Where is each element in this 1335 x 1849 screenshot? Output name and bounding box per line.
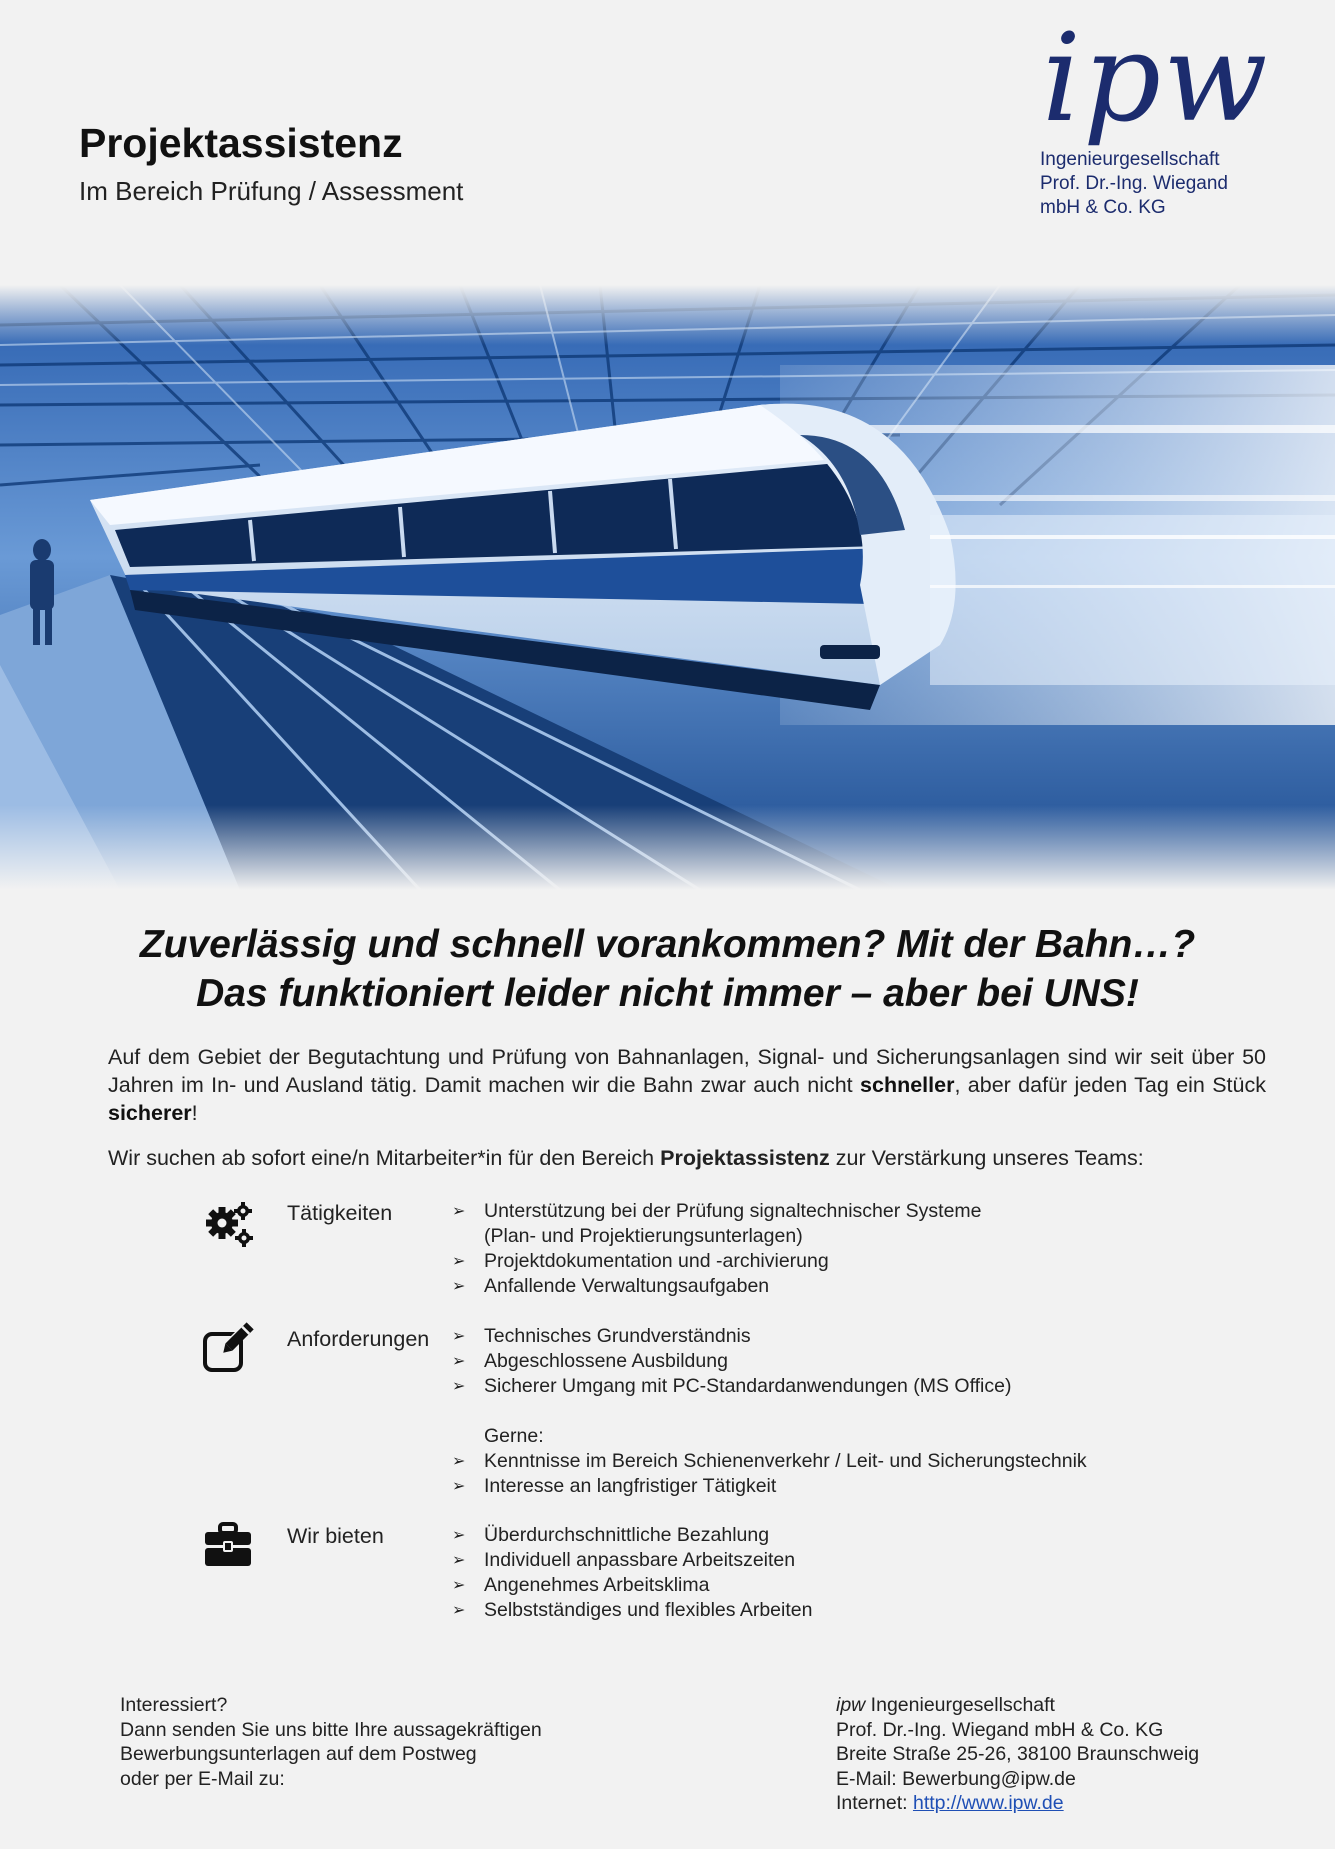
offer-list bbox=[452, 1523, 812, 1623]
intro-text-3: ! bbox=[191, 1101, 198, 1125]
arrow-bullet-icon: ➢ bbox=[452, 1278, 466, 1295]
list-item: ➢ Abgeschlossene Ausbildung bbox=[452, 1350, 728, 1372]
list-item: ➢ Sicherer Umgang mit PC-Standardanwendungen (MS Office) bbox=[452, 1375, 1012, 1397]
intro-bold-faster: schneller bbox=[860, 1073, 955, 1097]
section-label-offer: Wir bieten bbox=[287, 1524, 384, 1548]
contact-company: ipw Ingenieurgesellschaft bbox=[836, 1694, 1055, 1716]
arrow-bullet-icon: ➢ bbox=[452, 1527, 466, 1544]
footer-left-line-4: oder per E-Mail zu: bbox=[120, 1767, 285, 1790]
gears-icon bbox=[200, 1198, 256, 1254]
intro-text-1: Auf dem Gebiet der Begutachtung und Prüfung von Bahnanlagen, Signal- und Sicherungsanlagen sind wir seit über 50 Jahren im In- und Ausland tätig. Damit machen wir die Bahn zwar auch nicht bbox=[108, 1045, 1266, 1097]
logo-line-1: Ingenieurgesellschaft bbox=[1040, 149, 1220, 170]
arrow-bullet-icon: ➢ bbox=[452, 1378, 466, 1395]
contact-company-italic: ipw bbox=[836, 1694, 866, 1716]
list-item: (Plan- und Projektierungsunterlagen) bbox=[484, 1225, 803, 1247]
website-link[interactable]: http://www.ipw.de bbox=[912, 1792, 1064, 1814]
job-title: Projektassistenz bbox=[79, 120, 403, 166]
footer-left-line-3: Bewerbungsunterlagen auf dem Postweg bbox=[120, 1743, 477, 1765]
section-label-duties: Tätigkeiten bbox=[287, 1201, 393, 1225]
contact-email[interactable]: E-Mail: Bewerbung@ipw.de bbox=[836, 1767, 1076, 1790]
list-item: ➢ Anfallende Verwaltungsaufgaben bbox=[452, 1275, 770, 1297]
arrow-bullet-icon: ➢ bbox=[452, 1577, 466, 1594]
application-call bbox=[120, 1693, 542, 1791]
logo-line-2: Prof. Dr.-Ing. Wiegand bbox=[1040, 173, 1228, 194]
list-item: ➢ Projektdokumentation und -archivierung bbox=[452, 1250, 829, 1272]
requirements-list bbox=[452, 1324, 1087, 1499]
search-sentence bbox=[108, 1146, 1144, 1171]
footer-left-line-1: Interessiert? bbox=[120, 1694, 228, 1716]
arrow-bullet-icon: ➢ bbox=[452, 1453, 466, 1470]
list-item: ➢ Technisches Grundverständnis bbox=[452, 1325, 751, 1347]
list-item: ➢ Kenntnisse im Bereich Schienenverkehr / Leit- und Sicherungstechnik bbox=[452, 1450, 1087, 1472]
intro-paragraph bbox=[108, 1043, 1266, 1127]
list-item: ➢ Individuell anpassbare Arbeitszeiten bbox=[452, 1549, 796, 1571]
headline-line-1: Zuverlässig und schnell vorankommen? Mit der Bahn…? bbox=[139, 923, 1196, 966]
intro-text-2: , aber dafür jeden Tag ein Stück bbox=[954, 1073, 1266, 1097]
headline bbox=[0, 920, 1335, 1018]
search-text-before: Wir suchen ab sofort eine/n Mitarbeiter*in für den Bereich bbox=[108, 1146, 661, 1170]
list-item: ➢ Überdurchschnittliche Bezahlung bbox=[452, 1524, 770, 1546]
contact-street: Breite Straße 25-26, 38100 Braunschweig bbox=[836, 1743, 1200, 1765]
search-text-after: zur Verstärkung unseres Teams: bbox=[829, 1146, 1144, 1170]
hero-train-image bbox=[0, 285, 1335, 890]
arrow-bullet-icon: ➢ bbox=[452, 1478, 466, 1495]
arrow-bullet-icon: ➢ bbox=[452, 1203, 466, 1220]
list-item: ➢ Unterstützung bei der Prüfung signaltechnischer Systeme bbox=[452, 1200, 982, 1222]
edit-icon bbox=[200, 1322, 256, 1378]
logo-company-name bbox=[1040, 148, 1280, 220]
job-subtitle: Im Bereich Prüfung / Assessment bbox=[79, 176, 464, 206]
list-item: ➢ Selbstständiges und flexibles Arbeiten bbox=[452, 1599, 813, 1621]
company-logo bbox=[1040, 7, 1280, 220]
arrow-bullet-icon: ➢ bbox=[452, 1353, 466, 1370]
contact-internet: Internet: http://www.ipw.de bbox=[836, 1792, 1064, 1814]
intro-bold-safer: sicherer bbox=[108, 1101, 192, 1125]
arrow-bullet-icon: ➢ bbox=[452, 1253, 466, 1270]
contact-address bbox=[836, 1693, 1199, 1816]
section-label-requirements: Anforderungen bbox=[287, 1327, 430, 1351]
nice-to-have-label: Gerne: bbox=[484, 1425, 544, 1447]
arrow-bullet-icon: ➢ bbox=[452, 1552, 466, 1569]
arrow-bullet-icon: ➢ bbox=[452, 1328, 466, 1345]
duties-list bbox=[452, 1199, 982, 1299]
footer-left-line-2: Dann senden Sie uns bitte Ihre aussagekräftigen bbox=[120, 1718, 542, 1741]
logo-mark: ipw bbox=[1042, 7, 1270, 149]
list-item: ➢ Angenehmes Arbeitsklima bbox=[452, 1574, 710, 1596]
search-bold-role: Projektassistenz bbox=[660, 1146, 830, 1170]
logo-line-3: mbH & Co. KG bbox=[1040, 197, 1166, 218]
headline-line-2: Das funktioniert leider nicht immer – aber bei UNS! bbox=[196, 972, 1139, 1015]
arrow-bullet-icon: ➢ bbox=[452, 1602, 466, 1619]
briefcase-icon bbox=[200, 1518, 256, 1574]
list-item: ➢ Interesse an langfristiger Tätigkeit bbox=[452, 1475, 777, 1497]
contact-company-line-2: Prof. Dr.-Ing. Wiegand mbH & Co. KG bbox=[836, 1718, 1164, 1741]
